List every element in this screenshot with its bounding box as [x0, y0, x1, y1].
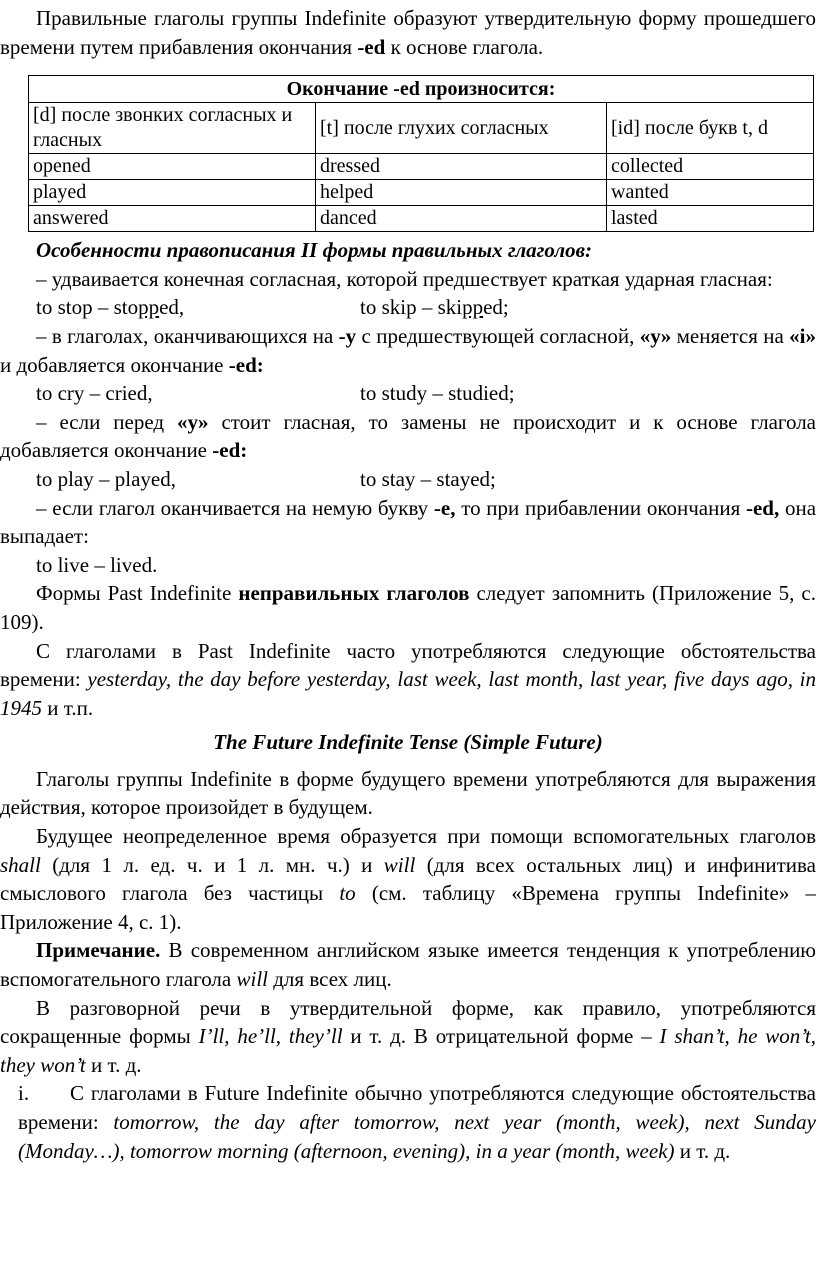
- column-header: [id] после букв t, d: [607, 103, 814, 154]
- bold-run: -ed: [357, 34, 386, 59]
- irregular-paragraph: Формы Past Indefinite неправильных глаголов следует запомнить (Приложение 5, с. 109).: [0, 581, 816, 634]
- table-cell: collected: [607, 154, 814, 180]
- spelling-rule-2: – в глаголах, оканчивающихся на -y с предшествующей согласной, «y» меняется на «i» и добавляется окончание -ed:: [0, 323, 816, 377]
- table-cell: opened: [29, 154, 316, 180]
- example-line-3: to play – played, to stay – stayed;: [36, 466, 496, 491]
- table-column-headers: [29, 103, 814, 154]
- table-cell: danced: [316, 206, 607, 232]
- table-cell: wanted: [607, 180, 814, 206]
- text-run: Правильные глаголы группы Indefinite образуют утвердительную форму прошедшего времени путем прибавления окончания: [0, 6, 816, 59]
- table-header: Окончание -ed произносится:: [29, 76, 814, 103]
- column-header: [t] после глухих согласных: [316, 103, 607, 154]
- table-row: [29, 154, 814, 180]
- future-paragraph-1: Глаголы группы Indefinite в форме будущего времени употребляются для выражения действия, которое произойдет в будущем.: [0, 766, 816, 820]
- spelling-rule-1: – удваивается конечная согласная, которой предшествует краткая ударная гласная:: [36, 266, 773, 291]
- list-number: i.: [18, 1081, 30, 1106]
- example-line-2: to cry – cried, to study – studied;: [36, 381, 515, 406]
- future-paragraph-3: В разговорной речи в утвердительной форме, как правило, употребляются сокращенные формы I’ll, he’ll, they’ll и т. д. В отрицательной форме – I shan’t, he won’t, they won’t и т. д.: [0, 995, 816, 1077]
- spelling-rule-3: – если перед «y» стоит гласная, то замены не происходит и к основе глагола добавляется окончание -ed:: [0, 409, 816, 463]
- table-cell: helped: [316, 180, 607, 206]
- text-run: к основе глагола.: [385, 34, 544, 59]
- intro-paragraph: [0, 4, 816, 61]
- column-header: [d] после звонких согласных и гласных: [29, 103, 316, 154]
- table-cell: answered: [29, 206, 316, 232]
- spelling-rule-4: – если глагол оканчивается на немую букву -e, то при прибавлении окончания -ed, она выпадает:: [0, 495, 816, 549]
- example-line-1: to stop – stopped, to skip – skipped;: [36, 295, 509, 320]
- past-adverbs-paragraph: С глаголами в Past Indefinite часто употребляются следующие обстоятельства времени: yesterday, the day before yesterday, last week, last month, last year, five days ago, in 1945 и т.п.: [0, 638, 816, 720]
- table-row: [29, 206, 814, 232]
- spelling-heading: Особенности правописания II формы правильных глаголов:: [36, 238, 593, 263]
- future-paragraph-2: Будущее неопределенное время образуется при помощи вспомогательных глаголов shall (для 1 л. ед. ч. и 1 л. мн. ч.) и will (для всех остальных лиц) и инфинитива смыслового глагола без частицы to (см. таблицу «Времена группы Indefinite» – Приложение 4, с. 1).: [0, 824, 816, 934]
- table-row: [29, 180, 814, 206]
- table-cell: played: [29, 180, 316, 206]
- note-paragraph: Примечание. В современном английском языке имеется тенденция к употреблению вспомогательного глагола will для всех лиц.: [0, 938, 816, 992]
- example-line-4: to live – lived.: [36, 552, 158, 577]
- future-heading: The Future Indefinite Tense (Simple Future): [213, 730, 603, 755]
- table-cell: dressed: [316, 154, 607, 180]
- ed-pronunciation-table: [28, 75, 814, 232]
- table-cell: lasted: [607, 206, 814, 232]
- future-adverbs-paragraph: i. С глаголами в Future Indefinite обычно употребляются следующие обстоятельства времени: tomorrow, the day after tomorrow, next year (month, week), next Sunday (Monday…), tomorrow morning (afternoon, evening), in a year (month, week) и т. д.: [18, 1081, 816, 1163]
